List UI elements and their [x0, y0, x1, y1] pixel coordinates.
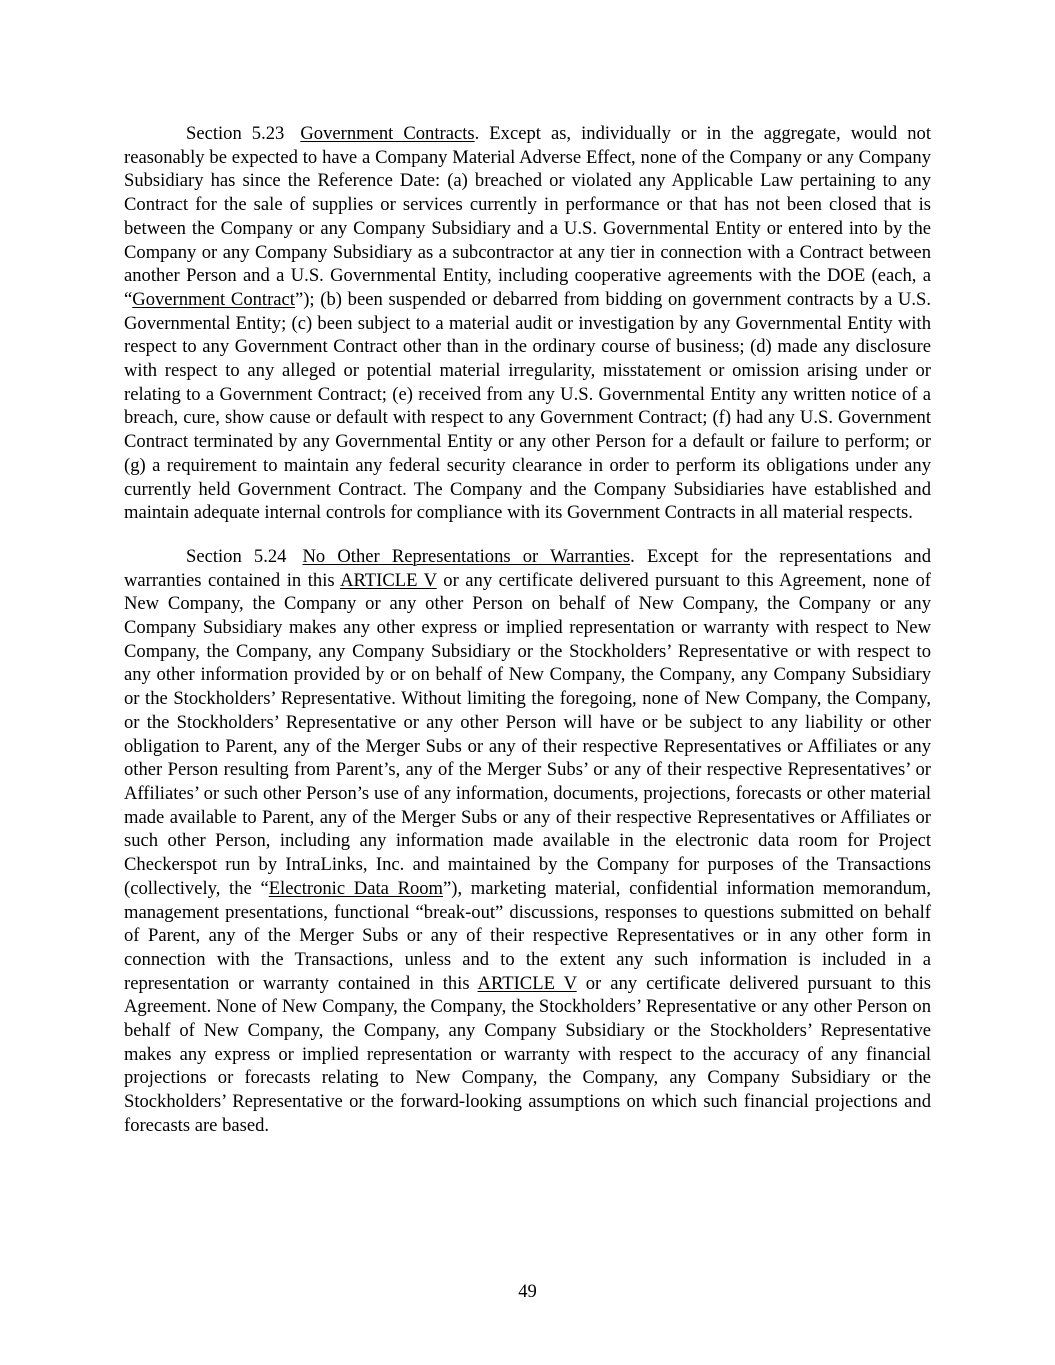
section-5-23-heading: Government Contracts [300, 123, 475, 144]
article-v-reference-2: ARTICLE V [477, 972, 577, 994]
section-5-23-paragraph [124, 122, 931, 525]
section-5-24-number: Section 5.24 [186, 545, 287, 567]
section-5-24-heading: No Other Representations or Warranties [302, 545, 631, 567]
section-5-23-text-part-1: . Except as, individually or in the aggregate, would not reasonably be expected to have a Company Material Adverse Effect, none of the Company or any Company Subsidiary has since the Reference Date: (a) breached or violated any Applicable Law pertaining to any Contract for the sale of supplies or services currently in performance or that has not been closed that is between the Company or any Company Subsidiary and a U.S. Governmental Entity or entered into by the Company or any Company Subsidiary as a subcontractor at any tier in connection with a Contract between another Person and a U.S. Governmental Entity, including cooperative agreements with the DOE (each, a “ [124, 123, 932, 310]
defined-term-government-contract: Government Contract [132, 288, 295, 310]
defined-term-electronic-data-room: Electronic Data Room [268, 877, 444, 899]
section-5-23-number: Section 5.23 [186, 123, 285, 144]
section-5-23-text-part-2: ”); (b) been suspended or debarred from bidding on government contracts by a U.S. Governmental Entity; (c) been subject to a material audit or investigation by any Governmental Entity with respect to any Government Contract other than in the ordinary course of business; (d) made any disclosure with respect to any alleged or potential material irregularity, misstatement or omission arising under or relating to a Government Contract; (e) received from any U.S. Governmental Entity any written notice of a breach, cure, show cause or default with respect to any Government Contract; (f) had any U.S. Government Contract terminated by any Governmental Entity or any other Person for a default or failure to perform; or (g) a requirement to maintain any federal security clearance in order to perform its obligations under any currently held Government Contract. The Company and the Company Subsidiaries have established and maintain adequate internal controls for compliance with its Government Contracts in all material respects. [124, 288, 931, 524]
page-number: 49 [518, 1281, 537, 1302]
section-5-24-paragraph [124, 545, 931, 1138]
article-v-reference-1: ARTICLE V [340, 569, 437, 591]
document-page [124, 122, 931, 1138]
section-5-24-text-part-1: . Except for the representations and warranties contained in this [124, 545, 931, 591]
section-5-24-text-part-4: or any certificate delivered pursuant to this Agreement. None of New Company, the Company, the Stockholders’ Representative or any other Person on behalf of New Company, the Company, any Company Subsidiary or the Stockholders’ Representative makes any express or implied representation or warranty with respect to the accuracy of any financial projections or forecasts relating to New Company, the Company, any Company Subsidiary or the Stockholders’ Representative or the forward-looking assumptions on which such financial projections and forecasts are based. [124, 972, 931, 1136]
section-5-24-text-part-3: ”), marketing material, confidential information memorandum, management presentations, functional “break-out” discussions, responses to questions submitted on behalf of Parent, any of the Merger Subs or any of their respective Representatives or in any other form in connection with the Transactions, unless and to the extent any such information is included in a representation or warranty contained in this [124, 877, 931, 994]
section-5-24-text-part-2: or any certificate delivered pursuant to this Agreement, none of New Company, the Company or any other Person on behalf of New Company, the Company or any Company Subsidiary makes any other express or implied representation or warranty with respect to New Company, the Company, any Company Subsidiary or the Stockholders’ Representative or with respect to any other information provided by or on behalf of New Company, the Company, any Company Subsidiary or the Stockholders’ Representative. Without limiting the foregoing, none of New Company, the Company, or the Stockholders’ Representative or any other Person will have or be subject to any liability or other obligation to Parent, any of the Merger Subs or any of their respective Representatives or Affiliates or any other Person resulting from Parent’s, any of the Merger Subs’ or any of their respective Representatives’ or Affiliates’ or such other Person’s use of any information, documents, projections, forecasts or other material made available to Parent, any of the Merger Subs or any of their respective Representatives or Affiliates or such other Person, including any information made available in the electronic data room for Project Checkerspot run by IntraLinks, Inc. and maintained by the Company for purposes of the Transactions (collectively, the “ [124, 569, 931, 899]
